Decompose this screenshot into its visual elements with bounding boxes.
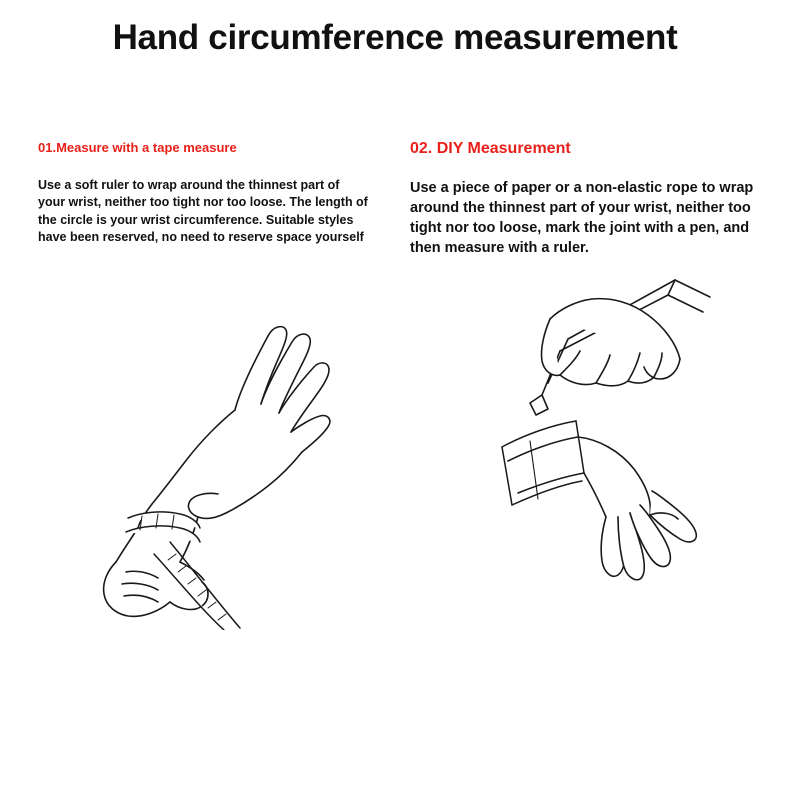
step-2-label: 02. DIY Measurement (410, 140, 571, 157)
hand-with-paper-strip-and-pen-illustration (420, 275, 720, 635)
instruction-column-1 (38, 140, 378, 246)
step-2-body: Use a piece of paper or a non-elastic rope to wrap around the thinnest part of your wrist, neither too tight nor too loose, mark the joint with a pen, and then measure with a ruler. (410, 180, 754, 256)
instruction-column-2 (410, 140, 770, 258)
page-title: Hand circumference measurement (112, 18, 678, 57)
tape-measure-hand-drawing (30, 270, 360, 630)
step-1-body: Use a soft ruler to wrap around the thinnest part of your wrist, neither too tight nor too loose. The length of the circle is your wrist circumference. Suitable styles have been reserved, no need to reserve space yourself (38, 178, 368, 244)
diy-measurement-drawing (420, 275, 720, 635)
step-1-label: 01.Measure with a tape measure (38, 140, 237, 155)
hand-with-tape-measure-illustration (30, 270, 360, 630)
